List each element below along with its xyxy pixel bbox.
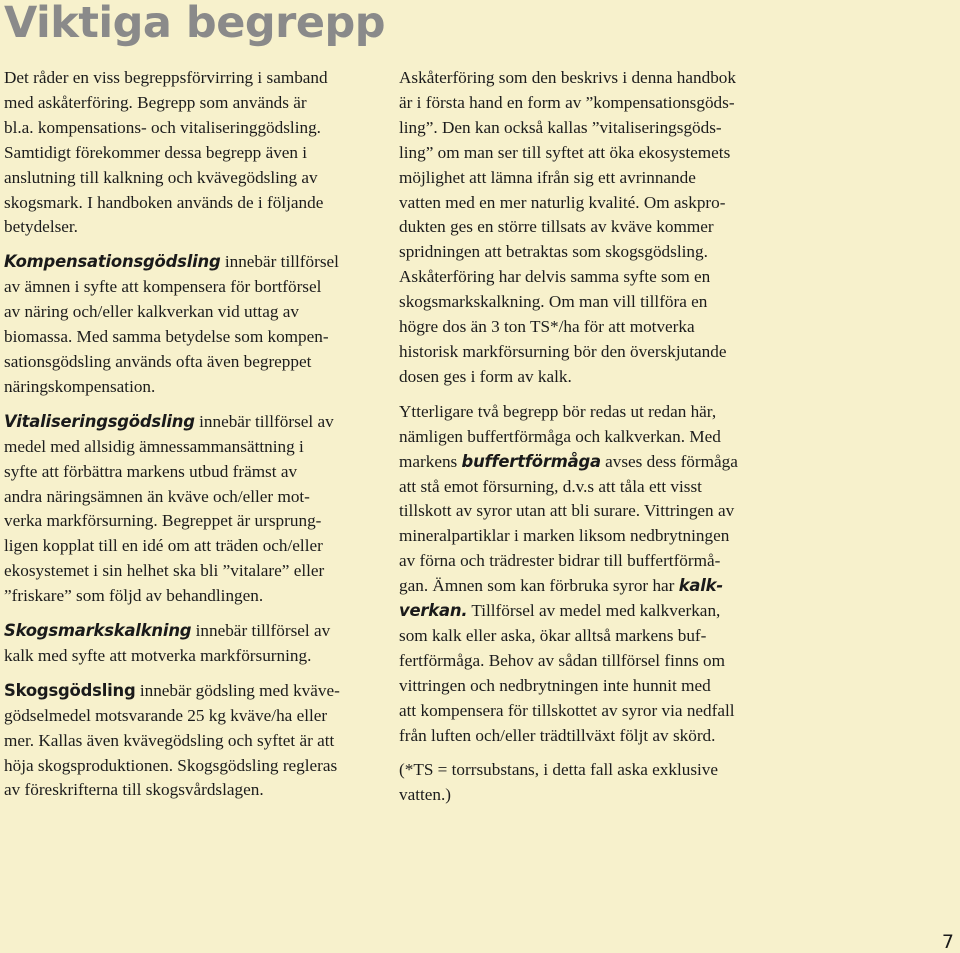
text-line: biomassa. Med samma betydelse som kompen- — [4, 327, 329, 347]
text-line: av ämnen i syfte att kompensera för bortförsel — [4, 277, 322, 297]
text-fragment: innebär gödsling med kväve- — [135, 680, 340, 700]
text-line: mer. Kallas även kvävegödsling och syftet är att — [4, 730, 335, 750]
text-line: tillskott av syror utan att bli surare. Vittringen av — [399, 501, 735, 521]
kompensation-paragraph — [4, 250, 372, 399]
vitalisering-paragraph — [4, 410, 372, 609]
text-line — [4, 250, 372, 275]
text-line: ekosystemet i sin helhet ska bli ”vitalare” eller — [4, 561, 325, 581]
skogsgodsling-paragraph — [4, 679, 372, 804]
text-fragment: markens — [399, 451, 462, 471]
askaterforing-paragraph — [399, 66, 771, 390]
term-skogsgodsling: Skogsgödsling — [4, 680, 136, 700]
text-line: medel med allsidig ämnessammansättning i — [4, 436, 304, 456]
text-line: verka markförsurning. Begreppet är ursprung- — [4, 511, 322, 531]
text-line: Askåterföring som den beskrivs i denna handbok — [399, 68, 736, 87]
text-line — [399, 599, 771, 624]
text-line: Ytterligare två begrepp bör redas ut redan här, — [399, 401, 717, 421]
text-line: ”friskare” som följd av behandlingen. — [4, 586, 264, 606]
page-title: Viktiga begrepp — [4, 0, 386, 48]
skogsmarkskalkning-paragraph — [4, 619, 372, 669]
text-line: att stå emot försurning, d.v.s att tåla ett visst — [399, 476, 702, 496]
right-column — [399, 66, 771, 818]
text-line: bl.a. kompensations- och vitaliseringgödsling. — [4, 117, 321, 137]
text-line — [4, 679, 372, 704]
text-line: fertförmåga. Behov av sådan tillförsel finns om — [399, 650, 725, 670]
text-line: dukten ges en större tillsats av kväve kommer — [399, 217, 714, 237]
text-line: skogsmark. I handboken används de i följande — [4, 192, 324, 212]
text-line: ling” om man ser till syftet att öka ekosystemets — [399, 142, 731, 162]
text-fragment: avses dess förmåga — [600, 451, 738, 471]
text-line — [4, 410, 372, 435]
text-line: (*TS = torrsubstans, i detta fall aska exklusive — [399, 760, 719, 780]
term-vitaliseringsgodsling: Vitaliseringsgödsling — [4, 411, 195, 431]
text-line: spridningen att betraktas som skogsgödsling. — [399, 242, 708, 262]
text-line: sationsgödsling används ofta även begreppet — [4, 351, 312, 371]
text-line: att kompensera för tillskottet av syror via nedfall — [399, 700, 735, 720]
text-line: näringskompensation. — [4, 376, 156, 396]
text-line: historisk markförsurning bör den överskjutande — [399, 341, 727, 361]
text-line: skogsmarkskalkning. Om man vill tillföra en — [399, 292, 708, 312]
text-line — [399, 450, 771, 475]
text-fragment: innebär tillförsel av — [191, 621, 331, 641]
text-line: dosen ges i form av kalk. — [399, 366, 572, 386]
term-skogsmarkskalkning: Skogsmarkskalkning — [4, 621, 192, 641]
buffert-paragraph — [399, 400, 771, 749]
text-line: höja skogsproduktionen. Skogsgödsling regleras — [4, 755, 338, 775]
text-line: högre dos än 3 ton TS*/ha för att motverka — [399, 317, 695, 337]
text-line: med askåterföring. Begrepp som används är — [4, 92, 307, 112]
text-fragment: innebär tillförsel — [220, 252, 339, 272]
text-line: betydelser. — [4, 217, 78, 237]
text-line: vittringen och nedbrytningen inte hunnit med — [399, 675, 711, 695]
text-line: av förna och trädrester bidrar till buffertförmå- — [399, 551, 721, 571]
text-line: ligen kopplat till en idé om att träden och/eller — [4, 536, 323, 556]
text-line: syfte att förbättra markens utbud främst av — [4, 461, 298, 481]
text-fragment: Tillförsel av medel med kalkverkan, — [467, 601, 721, 621]
text-fragment: innebär tillförsel av — [194, 411, 334, 431]
text-line: från luften och/eller trädtillväxt följt av skörd. — [399, 725, 716, 745]
text-line: Askåterföring har delvis samma syfte som en — [399, 267, 711, 287]
term-kalkverkan: kalk- — [678, 576, 723, 596]
text-fragment: gan. Ämnen som kan förbruka syror har — [399, 576, 679, 596]
text-line: kalk med syfte att motverka markförsurning. — [4, 645, 312, 665]
term-buffertformaga: buffertförmåga — [461, 451, 601, 471]
left-column — [4, 66, 372, 813]
text-line: ling”. Den kan också kallas ”vitaliseringsgöds- — [399, 117, 722, 137]
text-line: mineralpartiklar i marken liksom nedbrytningen — [399, 526, 730, 546]
text-line: andra näringsämnen än kväve och/eller mot- — [4, 486, 310, 506]
text-line — [399, 574, 771, 599]
text-line: vatten.) — [399, 785, 452, 805]
term-kalkverkan-cont: verkan. — [399, 601, 468, 621]
text-line — [4, 619, 372, 644]
footnote-paragraph — [399, 758, 771, 808]
text-line: Det råder en viss begreppsförvirring i samband — [4, 68, 328, 87]
text-line: möjlighet att lämna ifrån sig ett avrinnande — [399, 167, 696, 187]
term-kompensationsgodsling: Kompensationsgödsling — [4, 252, 221, 272]
text-line: som kalk eller aska, ökar alltså markens buf- — [399, 625, 707, 645]
text-line: anslutning till kalkning och kvävegödsling av — [4, 167, 318, 187]
page-number: 7 — [941, 931, 954, 953]
text-line: nämligen buffertförmåga och kalkverkan. Med — [399, 426, 721, 446]
text-line: gödselmedel motsvarande 25 kg kväve/ha eller — [4, 705, 328, 725]
intro-paragraph — [4, 66, 372, 240]
text-line: vatten med en mer naturlig kvalité. Om askpro- — [399, 192, 726, 212]
text-line: Samtidigt förekommer dessa begrepp även i — [4, 142, 308, 162]
text-line: är i första hand en form av ”kompensationsgöds- — [399, 92, 735, 112]
text-line: av näring och/eller kalkverkan vid uttag av — [4, 302, 299, 322]
text-line: av föreskrifterna till skogsvårdslagen. — [4, 780, 264, 800]
